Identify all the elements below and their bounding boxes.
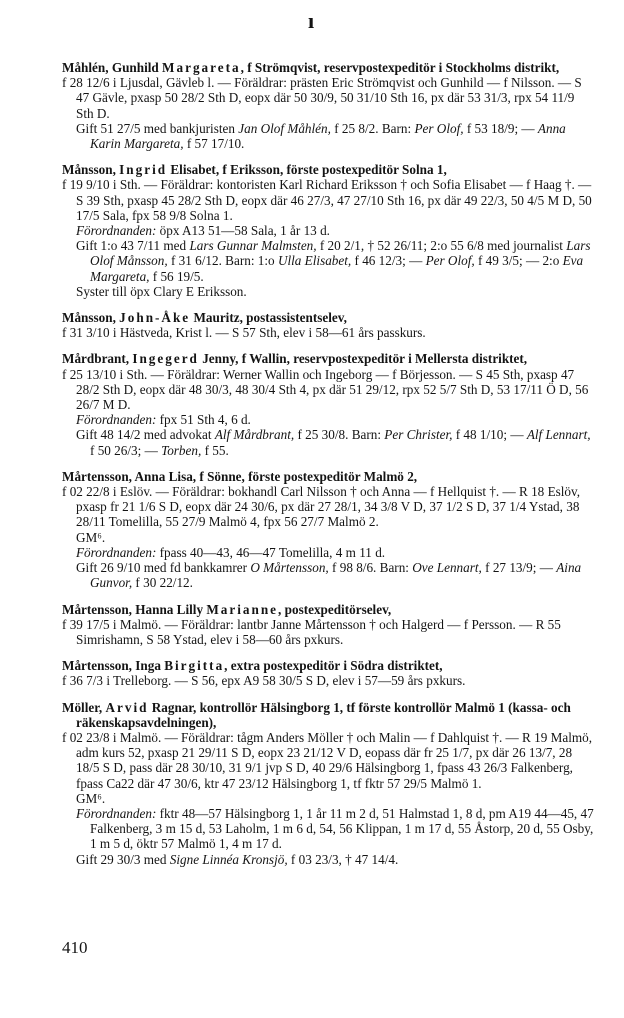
- body-text: f 02 22/8 i Eslöv. — Föräldrar: bokhandl Carl Nilsson † och Anna — f Hellquist †. — R 18 Eslöv, pxasp fr 21 1/6 S D, eopx där 24 30/6, px där 27 28/1, 34 3/8 V D, 37 1/2 S D, 37 1/4 Ystad, 38 28/11 Tomelilla, 55 27/9 Malmö 4, fpx 56 27/7 Malmö 2.: [62, 484, 581, 530]
- body-text: f 36 7/3 i Trelleborg. — S 56, epx A9 58 30/5 S D, elev i 57—59 års pxkurs.: [62, 673, 466, 689]
- italic-text: Förordnanden:: [76, 544, 157, 560]
- heading-text: Marianne: [206, 601, 279, 617]
- body-text: f 30 22/12.: [132, 575, 193, 591]
- italic-text: Alf Lennart,: [526, 427, 591, 443]
- entry-paragraph: [62, 284, 594, 299]
- body-text: Syster till öpx Clary E Eriksson.: [76, 283, 247, 299]
- italic-text: Per Olof,: [425, 253, 475, 269]
- italic-text: Ove Lennart,: [412, 560, 482, 576]
- entry-paragraph: [62, 730, 594, 791]
- italic-text: Per Christer,: [384, 427, 453, 443]
- italic-text: Lars Gunnar Malmsten,: [189, 238, 317, 254]
- body-text: fpass 40—43, 46—47 Tomelilla, 4 m 11 d.: [156, 544, 386, 560]
- entry-paragraph: [62, 673, 594, 688]
- body-text: f 39 17/5 i Malmö. — Föräldrar: lantbr Janne Mårtensson † och Halgerd — f Persson. — R 55 Simrishamn, S 58 Ystad, elev i 58—60 års pxkurs.: [62, 616, 561, 647]
- italic-text: Ulla Elisabet,: [277, 253, 352, 269]
- heading-text: Mårtensson, Inga: [62, 658, 165, 674]
- entry-paragraph: [62, 238, 594, 284]
- entry: [62, 700, 594, 867]
- entry-paragraph: [62, 560, 594, 590]
- body-text: f 50 26/3; —: [90, 442, 162, 458]
- entry-heading: [62, 469, 594, 484]
- entry-heading: [62, 658, 594, 673]
- body-text: GM⁶.: [76, 790, 106, 806]
- entry: [62, 658, 594, 688]
- italic-text: Eva Margareta,: [90, 253, 584, 284]
- body-text: f 25 13/10 i Sth. — Föräldrar: Werner Wallin och Ingeborg — f Börjesson. — S 45 Sth, pxasp 47 28/2 Sth D, eopx där 48 30/3, 48 30/4 Sth 4, px där 51 29/12, rpx 52 5/7 Sth D, 53 17/11 Ö D, 56 26/7 M D.: [62, 366, 589, 413]
- heading-text: Månsson,: [62, 310, 120, 326]
- body-text: f 02 23/8 i Malmö. — Föräldrar: tågm Anders Möller † och Malin — f Dahlquist †. — R 19 Malmö, adm kurs 52, pxasp 21 29/11 S D, eopx 23 21/12 V D, eopass där fr 25 1/7, px där 26 13/7, 28 18/5 S D, pass där 28 30/10, 31 9/1 jvp S D, 40 29/6 Hälsingborg 1, fpass 43 26/3 Falkenberg, fpass Ca22 där 47 30/6, ktr 47 23/12 Hälsingborg 1, tf fktr 57 29/5 Malmö 1.: [62, 729, 593, 791]
- heading-text: John-Åke: [119, 310, 191, 326]
- entry-paragraph: [62, 75, 594, 121]
- entry-heading: [62, 310, 594, 325]
- italic-text: Alf Mårdbrant,: [214, 427, 295, 443]
- body-text: Gift 1:o 43 7/11 med: [76, 238, 190, 254]
- entry-paragraph: [62, 791, 594, 806]
- heading-text: Måhlén, Gunhild: [62, 60, 163, 75]
- entry-paragraph: [62, 806, 594, 852]
- body-text: f 98 8/6. Barn:: [328, 560, 413, 576]
- body-text: f 56 19/5.: [149, 268, 204, 284]
- body-text: f 31 6/12. Barn: 1:o: [167, 253, 278, 269]
- heading-text: Birgitta: [164, 658, 225, 674]
- entry-paragraph: [62, 852, 594, 867]
- heading-text: Ingegerd: [132, 351, 199, 367]
- heading-text: Månsson,: [62, 162, 120, 178]
- italic-text: Lars Olof Månsson,: [90, 238, 591, 269]
- heading-text: Ingrid: [119, 162, 168, 178]
- body-text: f 25 30/8. Barn:: [294, 427, 385, 443]
- italic-text: Förordnanden:: [76, 412, 157, 428]
- heading-text: Mauritz, postassistentselev,: [190, 310, 347, 326]
- entry: [62, 60, 594, 151]
- body-text: f 20 2/1, † 52 26/11; 2:o 55 6/8 med journalist: [316, 238, 567, 254]
- body-text: Gift 51 27/5 med bankjuristen: [76, 120, 239, 136]
- body-text: f 53 18/9; —: [463, 120, 538, 136]
- entry-heading: [62, 60, 594, 75]
- body-text: Gift 29 30/3 med: [76, 851, 170, 867]
- entry: [62, 469, 594, 591]
- italic-text: Aina Gunvor,: [90, 560, 582, 591]
- entry: [62, 310, 594, 340]
- entry-paragraph: [62, 484, 594, 530]
- italic-text: Förordnanden:: [76, 805, 157, 821]
- body-text: öpx A13 51—58 Sala, 1 år 13 d.: [156, 223, 330, 239]
- entry-paragraph: [62, 325, 594, 340]
- entry-paragraph: [62, 223, 594, 238]
- italic-text: Anna Karin Margareta,: [90, 120, 566, 152]
- entry: [62, 162, 594, 299]
- entry: [62, 351, 594, 457]
- entry: [62, 602, 594, 648]
- page-top-mark: ı: [308, 8, 315, 33]
- body-text: fpx 51 Sth 4, 6 d.: [156, 412, 251, 428]
- body-text: f 48 1/10; —: [452, 427, 527, 443]
- body-text: fktr 48—57 Hälsingborg 1, 1 år 11 m 2 d, 51 Halmstad 1, 8 d, pm A19 44—45, 47 Falkenberg, 3 m 15 d, 53 Laholm, 1 m 6 d, 54, 56 Klippan, 1 m 17 d, 55 Åstorp, 20 d, 55 Osby, 1 m 5 d, öktr 57 Malmö 1, 4 m 17 d.: [90, 805, 594, 852]
- body-text: f 57 17/10.: [183, 136, 245, 152]
- body-text: f 27 13/9; —: [481, 560, 557, 576]
- entry-heading: [62, 351, 594, 366]
- heading-text: Arvid: [105, 699, 149, 715]
- body-text: f 49 3/5; — 2:o: [474, 253, 563, 269]
- body-text: f 19 9/10 i Sth. — Föräldrar: kontoristen Karl Richard Eriksson † och Sofia Elisabet — f Haag †. — S 39 Sth, pxasp 45 28/2 Sth D, eopx där 46 27/3, 47 27/10 Sth 16, px där 49 22/3, 50 4/5 M D, 50 17/5 Sala, fpx 58 9/8 Solna 1.: [62, 177, 592, 223]
- body-text: f 28 12/6 i Ljusdal, Gävleb l. — Föräldrar: prästen Eric Strömqvist och Gunhild — f Nilsson. — S 47 Gävle, pxasp 50 28/2 Sth D, eopx där 50 30/9, 50 31/10 Sth 16, px där 53 31/3, rpx 54 11/9 Sth D.: [62, 75, 582, 121]
- heading-text: , f Strömqvist, reservpostexpeditör i Stockholms distrikt,: [240, 60, 560, 75]
- heading-text: , extra postexpeditör i Södra distriktet,: [224, 658, 443, 674]
- italic-text: Signe Linnéa Kronsjö,: [169, 851, 288, 867]
- body-text: Gift 26 9/10 med fd bankkamrer: [76, 560, 251, 576]
- body-text: f 55.: [201, 442, 229, 458]
- entry-heading: [62, 162, 594, 177]
- entry-paragraph: [62, 412, 594, 427]
- body-text: Gift 48 14/2 med advokat: [76, 427, 215, 443]
- heading-text: Elisabet, f Eriksson, förste postexpeditör Solna 1,: [167, 162, 447, 178]
- entry-paragraph: [62, 177, 594, 223]
- entry-heading: [62, 700, 594, 730]
- italic-text: Förordnanden:: [76, 223, 157, 239]
- page-number: 410: [62, 938, 88, 957]
- heading-text: Jenny, f Wallin, reservpostexpeditör i Mellersta distriktet,: [198, 351, 528, 367]
- heading-text: Möller,: [62, 699, 106, 715]
- italic-text: Per Olof,: [414, 120, 464, 136]
- entry-paragraph: [62, 121, 594, 151]
- entry-paragraph: [62, 427, 594, 457]
- italic-text: O Mårtensson,: [250, 560, 329, 576]
- entry-paragraph: [62, 617, 594, 647]
- heading-text: , postexpeditörselev,: [278, 601, 392, 617]
- italic-text: Jan Olof Måhlén,: [238, 120, 331, 136]
- biographical-entries: [62, 60, 594, 878]
- entry-paragraph: [62, 530, 594, 545]
- body-text: f 25 8/2. Barn:: [330, 120, 415, 136]
- entry-paragraph: [62, 367, 594, 413]
- body-text: f 46 12/3; —: [351, 253, 426, 269]
- heading-text: Margareta: [162, 60, 241, 75]
- entry-heading: [62, 602, 594, 617]
- body-text: f 03 23/3, † 47 14/4.: [287, 851, 399, 867]
- heading-text: Mårtensson, Hanna Lilly: [62, 601, 207, 617]
- heading-text: Ragnar, kontrollör Hälsingborg 1, tf förste kontrollör Malmö 1 (kassa- och räkenskapsavdelningen),: [76, 699, 571, 730]
- body-text: f 31 3/10 i Hästveda, Krist l. — S 57 Sth, elev i 58—61 års passkurs.: [62, 325, 426, 341]
- italic-text: Torben,: [161, 442, 202, 458]
- body-text: GM⁶.: [76, 529, 106, 545]
- entry-paragraph: [62, 545, 594, 560]
- heading-text: Mårtensson, Anna Lisa, f Sönne, förste postexpeditör Malmö 2,: [62, 468, 418, 484]
- heading-text: Mårdbrant,: [62, 351, 133, 367]
